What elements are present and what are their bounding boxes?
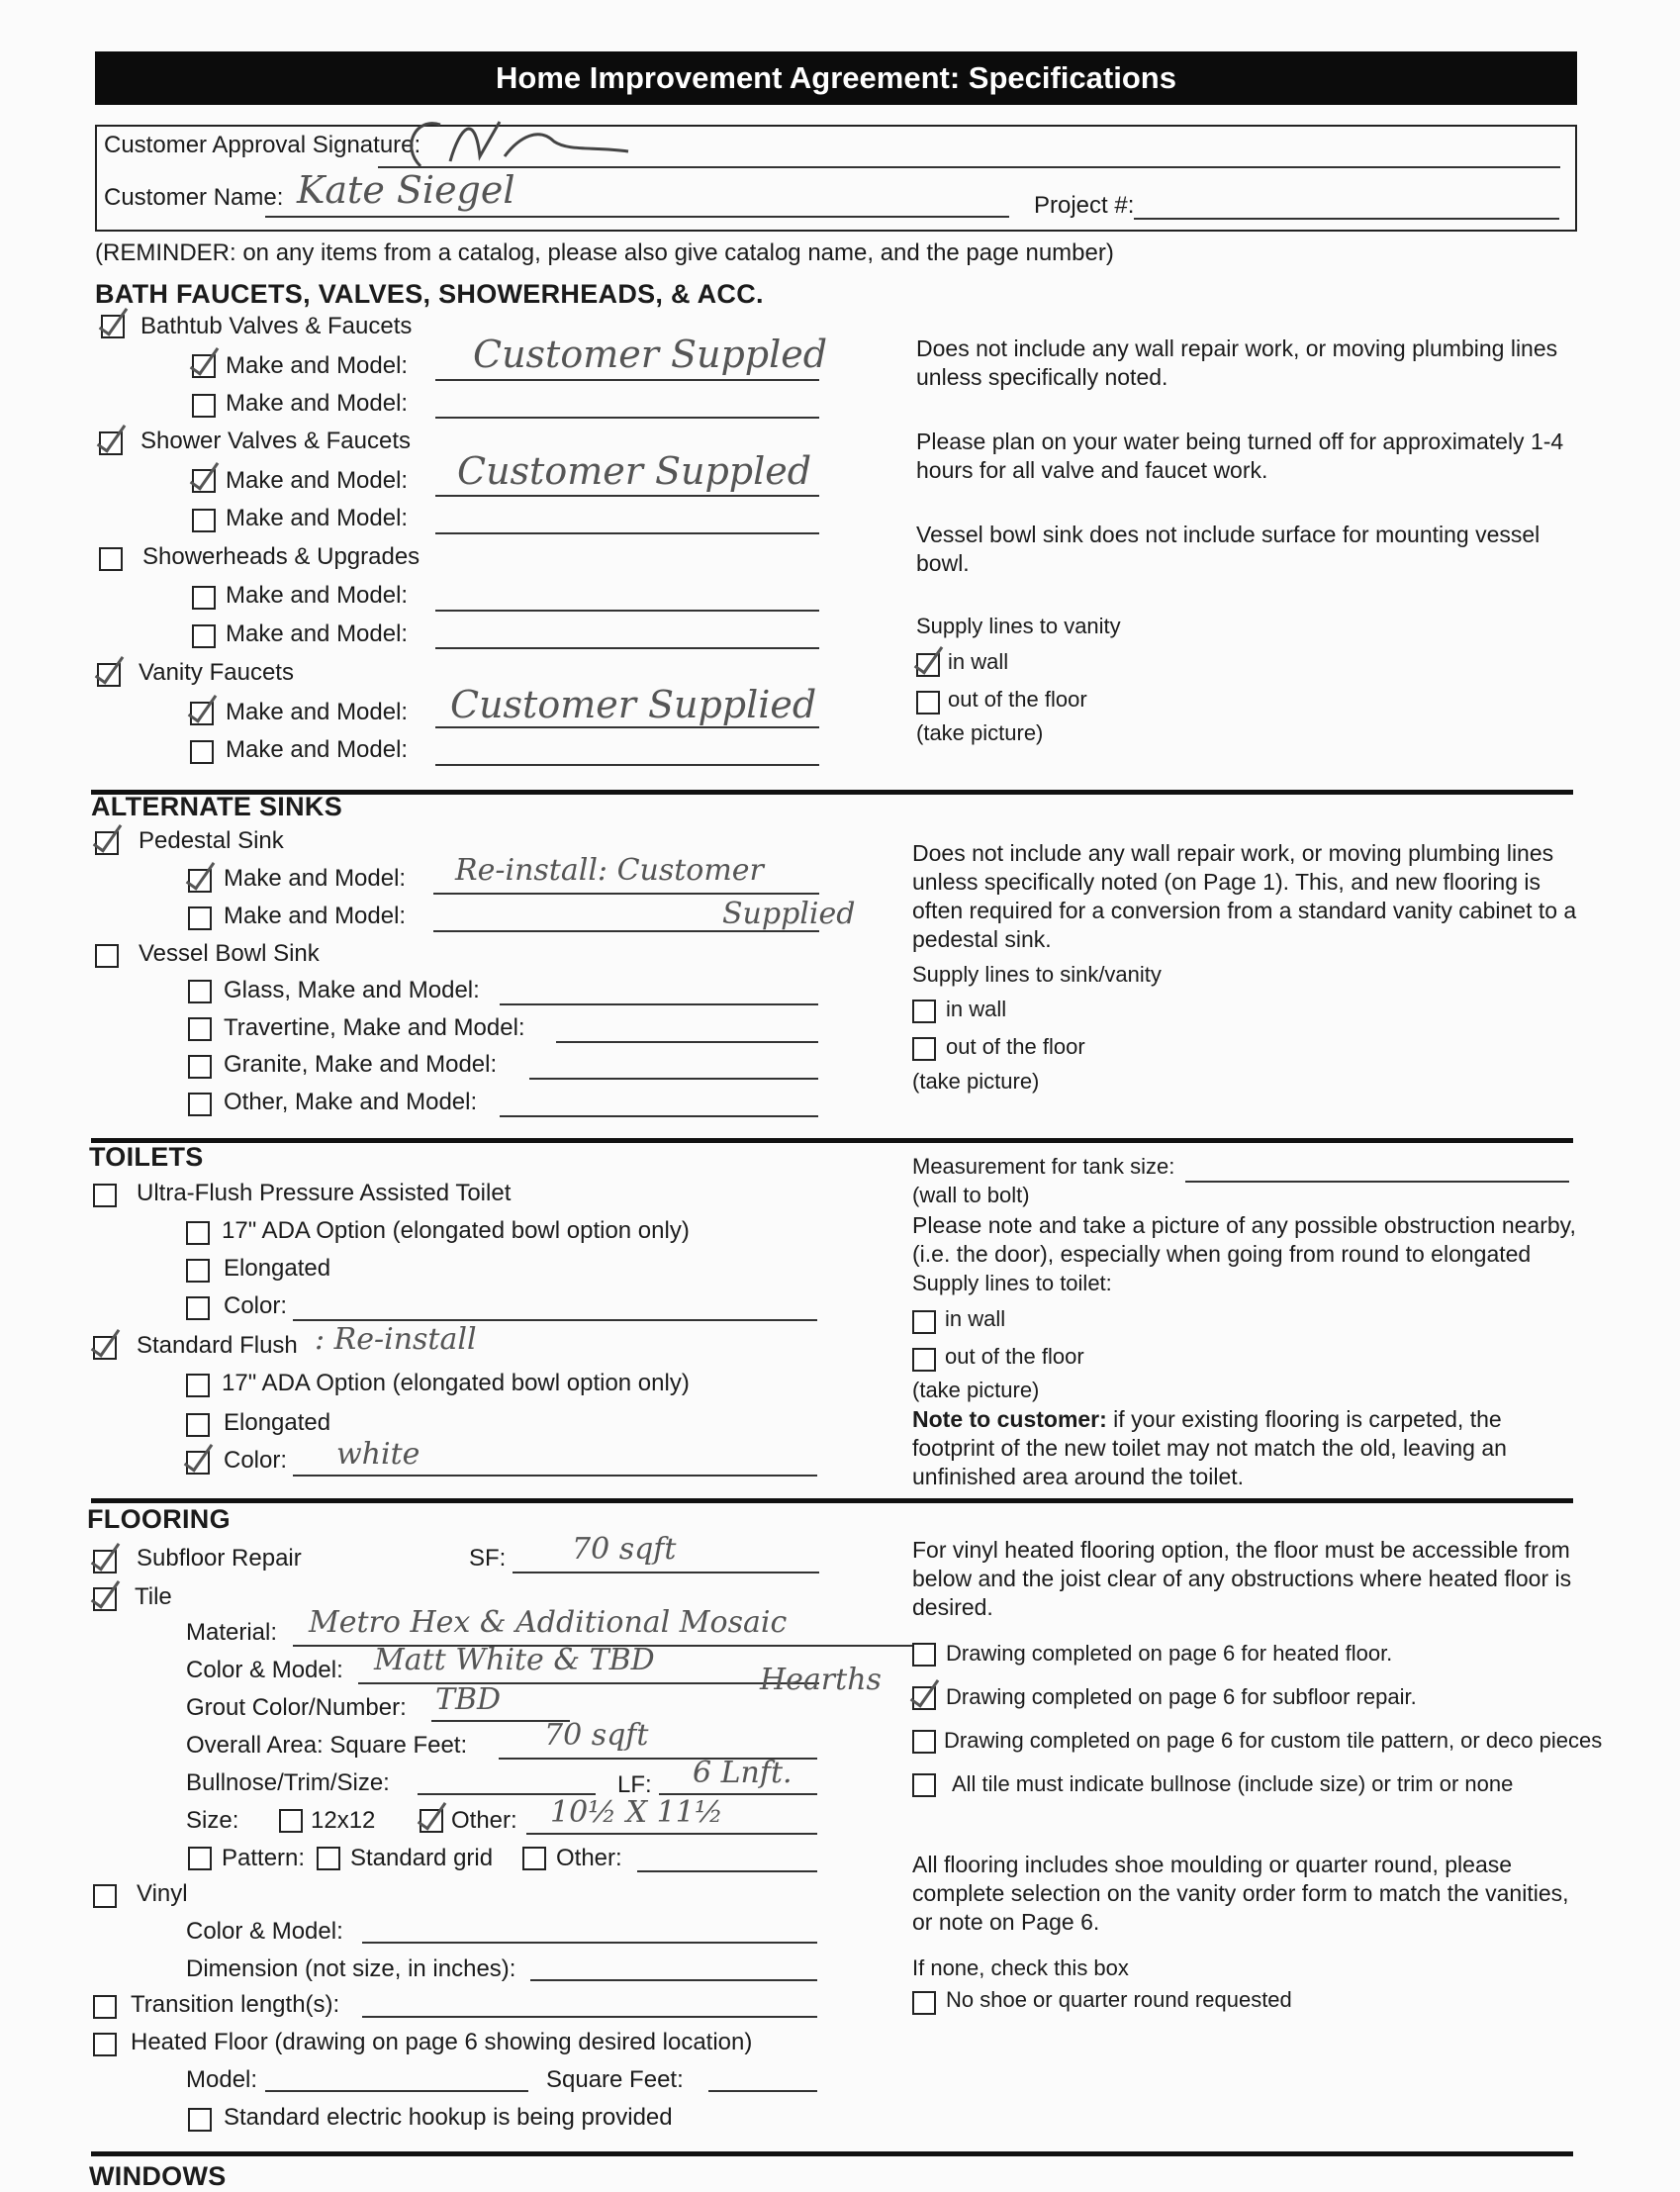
signature-scribble bbox=[381, 107, 638, 176]
out-floor-label: out of the floor bbox=[946, 1034, 1085, 1059]
toilet-supply-label: Supply lines to toilet: bbox=[912, 1271, 1112, 1295]
draw-subfloor-checkbox[interactable] bbox=[912, 1686, 936, 1710]
no-shoe-label: No shoe or quarter round requested bbox=[946, 1987, 1292, 2012]
bath-note-3: Vessel bowl sink does not include surface for mounting vessel bowl. bbox=[916, 522, 1540, 576]
pedestal-model2-checkbox[interactable] bbox=[188, 906, 212, 930]
page-title: Home Improvement Agreement: Specifications bbox=[95, 51, 1577, 105]
transition-label: Transition length(s): bbox=[131, 1991, 340, 2018]
vanity-model2-line[interactable] bbox=[435, 764, 819, 766]
make-model-label: Make and Model: bbox=[226, 582, 409, 609]
showerheads-model2-checkbox[interactable] bbox=[192, 624, 216, 648]
shower-model1-line[interactable] bbox=[435, 495, 819, 497]
draw-subfloor-label: Drawing completed on page 6 for subfloor repair. bbox=[946, 1684, 1417, 1709]
in-wall-label: in wall bbox=[945, 1306, 1006, 1331]
material-label: Material: bbox=[186, 1619, 278, 1646]
flooring-heading: FLOORING bbox=[87, 1504, 231, 1534]
bathtub-model1-value: Customer Suppled bbox=[473, 333, 828, 376]
vinyl-color-label: Color & Model: bbox=[186, 1918, 343, 1945]
size-other-checkbox[interactable] bbox=[420, 1809, 443, 1833]
measurement-label: Measurement for tank size: bbox=[912, 1154, 1175, 1179]
vanity-faucets-label: Vanity Faucets bbox=[139, 659, 294, 686]
ultra-color-line[interactable] bbox=[293, 1319, 817, 1321]
ultra-flush-label: Ultra-Flush Pressure Assisted Toilet bbox=[137, 1180, 512, 1206]
in-wall-label: in wall bbox=[946, 997, 1007, 1021]
vessel-checkbox[interactable] bbox=[95, 944, 119, 968]
out-floor-label: out of the floor bbox=[945, 1344, 1084, 1369]
other-sink-checkbox[interactable] bbox=[188, 1093, 212, 1116]
out-floor-label: out of the floor bbox=[948, 687, 1087, 712]
bullnose-label: Bullnose/Trim/Size: bbox=[186, 1769, 390, 1796]
granite-label: Granite, Make and Model: bbox=[224, 1051, 498, 1078]
pedestal-model-value-cont: Supplied bbox=[722, 897, 856, 931]
toilet-supply-out-floor-checkbox[interactable] bbox=[912, 1348, 936, 1372]
vinyl-color-line[interactable] bbox=[362, 1942, 817, 1944]
bathtub-model2-checkbox[interactable] bbox=[192, 394, 216, 418]
pattern-label: Pattern: bbox=[222, 1845, 306, 1871]
standard-flush-checkbox[interactable] bbox=[93, 1336, 117, 1360]
model-line[interactable] bbox=[265, 2090, 528, 2092]
pedestal-model-value: Re-install: Customer bbox=[455, 853, 764, 888]
travertine-label: Travertine, Make and Model: bbox=[224, 1014, 525, 1041]
sf-label: SF: bbox=[469, 1545, 507, 1572]
bath-heading: BATH FAUCETS, VALVES, SHOWERHEADS, & ACC. bbox=[95, 279, 764, 309]
elongated-label: Elongated bbox=[224, 1255, 331, 1282]
draw-heated-label: Drawing completed on page 6 for heated floor. bbox=[946, 1641, 1393, 1666]
standard-grid-checkbox[interactable] bbox=[317, 1847, 340, 1870]
ada-label: 17" ADA Option (elongated bowl option only) bbox=[222, 1370, 690, 1396]
grout-value: TBD bbox=[435, 1682, 502, 1717]
granite-line[interactable] bbox=[529, 1078, 818, 1080]
area-label: Overall Area: Square Feet: bbox=[186, 1732, 468, 1759]
standard-flush-label: Standard Flush bbox=[137, 1332, 298, 1359]
tile-label: Tile bbox=[135, 1583, 172, 1610]
project-label: Project #: bbox=[1034, 192, 1135, 219]
take-picture-label: (take picture) bbox=[912, 1069, 1040, 1094]
size-12x12-checkbox[interactable] bbox=[279, 1809, 303, 1833]
showerheads-label: Showerheads & Upgrades bbox=[142, 543, 420, 570]
bathtub-label: Bathtub Valves & Faucets bbox=[140, 313, 413, 339]
project-number-line[interactable] bbox=[1134, 218, 1559, 220]
section-divider bbox=[91, 2151, 1573, 2156]
glass-line[interactable] bbox=[500, 1003, 818, 1005]
standard-ada-checkbox[interactable] bbox=[186, 1374, 210, 1397]
color-model-value: Matt White & TBD bbox=[374, 1643, 655, 1677]
note-to-customer bbox=[912, 1405, 1577, 1491]
glass-label: Glass, Make and Model: bbox=[224, 977, 480, 1003]
make-model-label: Make and Model: bbox=[226, 467, 409, 494]
shower-label: Shower Valves & Faucets bbox=[140, 428, 412, 454]
subfloor-checkbox[interactable] bbox=[93, 1550, 117, 1573]
bathtub-checkbox[interactable] bbox=[101, 315, 125, 338]
lf-value: 6 Lnft. bbox=[693, 1756, 793, 1790]
sink-supply-label: Supply lines to sink/vanity bbox=[912, 962, 1162, 987]
draw-custom-label: Drawing completed on page 6 for custom tile pattern, or deco pieces bbox=[944, 1728, 1603, 1753]
pedestal-model1-checkbox[interactable] bbox=[188, 869, 212, 893]
toilet-supply-in-wall-checkbox[interactable] bbox=[912, 1310, 936, 1334]
ultra-flush-checkbox[interactable] bbox=[93, 1184, 117, 1207]
make-model-label: Make and Model: bbox=[224, 865, 407, 892]
pedestal-checkbox[interactable] bbox=[95, 831, 119, 855]
glass-checkbox[interactable] bbox=[188, 980, 212, 1003]
make-model-label: Make and Model: bbox=[226, 352, 409, 379]
bath-note-1: Does not include any wall repair work, or moving plumbing lines unless specifically noted. bbox=[916, 335, 1558, 390]
material-value-cont: Hearths bbox=[760, 1663, 882, 1697]
in-wall-label: in wall bbox=[948, 649, 1009, 674]
pattern-checkbox[interactable] bbox=[188, 1847, 212, 1870]
heated-note: For vinyl heated flooring option, the floor must be accessible from below and the joist clear of any obstructions where heated floor is desired. bbox=[912, 1537, 1572, 1620]
customer-name-label: Customer Name: bbox=[104, 184, 284, 211]
electric-label: Standard electric hookup is being provided bbox=[224, 2104, 673, 2131]
standard-color-value: white bbox=[336, 1437, 420, 1472]
granite-checkbox[interactable] bbox=[188, 1055, 212, 1079]
section-divider bbox=[91, 1498, 1573, 1503]
make-model-label: Make and Model: bbox=[226, 736, 409, 763]
ada-label: 17" ADA Option (elongated bowl option only) bbox=[222, 1217, 690, 1244]
customer-name-value: Kate Siegel bbox=[297, 168, 515, 212]
shoe-note: All flooring includes shoe moulding or quarter round, please complete selection on the vanity order form to match the vanities, or note on Page 6. bbox=[912, 1852, 1569, 1935]
bathtub-model1-line[interactable] bbox=[435, 379, 819, 381]
heated-floor-checkbox[interactable] bbox=[93, 2033, 117, 2056]
bath-note-2: Please plan on your water being turned off for approximately 1-4 hours for all valve and faucet work. bbox=[916, 429, 1564, 483]
sinks-note: Does not include any wall repair work, or moving plumbing lines unless specifically noted (on Page 1). This, and new flooring is often required for a conversion from a standard vanity cabinet to a pedestal sink. bbox=[912, 840, 1577, 952]
pattern-other-label: Other: bbox=[556, 1845, 622, 1871]
draw-heated-checkbox[interactable] bbox=[912, 1643, 936, 1667]
bathtub-model2-line[interactable] bbox=[435, 417, 819, 419]
draw-custom-checkbox[interactable] bbox=[912, 1730, 936, 1754]
standard-color-line[interactable] bbox=[293, 1475, 817, 1477]
bullnose-note-label: All tile must indicate bullnose (include size) or trim or none bbox=[952, 1771, 1514, 1796]
size-other-value: 10½ X 11½ bbox=[550, 1795, 723, 1830]
area-value: 70 sqft bbox=[544, 1718, 649, 1753]
make-model-label: Make and Model: bbox=[226, 620, 409, 647]
shower-model1-value: Customer Suppled bbox=[457, 449, 812, 493]
vanity-faucets-checkbox[interactable] bbox=[97, 663, 121, 687]
pedestal-label: Pedestal Sink bbox=[139, 827, 284, 854]
color-label: Color: bbox=[224, 1447, 288, 1474]
note-to-customer-bold: Note to customer: bbox=[912, 1406, 1107, 1432]
size-other-line[interactable] bbox=[526, 1833, 817, 1835]
standard-color-checkbox[interactable] bbox=[186, 1451, 210, 1475]
no-shoe-checkbox[interactable] bbox=[912, 1991, 936, 2015]
pedestal-model1-line[interactable] bbox=[433, 893, 819, 895]
shower-checkbox[interactable] bbox=[99, 431, 123, 455]
showerheads-model2-line[interactable] bbox=[435, 647, 819, 649]
if-none-label: If none, check this box bbox=[912, 1955, 1129, 1980]
vanity-model1-line[interactable] bbox=[435, 726, 819, 728]
shower-model2-checkbox[interactable] bbox=[192, 509, 216, 532]
model-label: Model: bbox=[186, 2066, 258, 2093]
showerheads-checkbox[interactable] bbox=[99, 547, 123, 571]
sinks-heading: ALTERNATE SINKS bbox=[91, 792, 342, 821]
color-model-label: Color & Model: bbox=[186, 1657, 343, 1683]
electric-checkbox[interactable] bbox=[188, 2108, 212, 2132]
make-model-label: Make and Model: bbox=[226, 699, 409, 725]
travertine-checkbox[interactable] bbox=[188, 1017, 212, 1041]
showerheads-model1-checkbox[interactable] bbox=[192, 586, 216, 610]
make-model-label: Make and Model: bbox=[226, 505, 409, 531]
bullnose-note-checkbox[interactable] bbox=[912, 1773, 936, 1797]
travertine-line[interactable] bbox=[556, 1041, 818, 1043]
sink-supply-out-floor-checkbox[interactable] bbox=[912, 1037, 936, 1061]
dimension-line[interactable] bbox=[530, 1979, 817, 1981]
heated-floor-label: Heated Floor (drawing on page 6 showing desired location) bbox=[131, 2029, 753, 2055]
bathtub-model1-checkbox[interactable] bbox=[192, 354, 216, 378]
wall-bolt-label: (wall to bolt) bbox=[912, 1183, 1030, 1207]
vanity-model1-value: Customer Supplied bbox=[450, 683, 817, 726]
size-other-label: Other: bbox=[451, 1807, 517, 1834]
shower-model1-checkbox[interactable] bbox=[192, 469, 216, 493]
vanity-supply-label: Supply lines to vanity bbox=[916, 614, 1121, 638]
dimension-label: Dimension (not size, in inches): bbox=[186, 1955, 516, 1982]
standard-grid-label: Standard grid bbox=[350, 1845, 494, 1871]
ultra-ada-checkbox[interactable] bbox=[186, 1221, 210, 1245]
note-to-customer-text: if your existing flooring is carpeted, the footprint of the new toilet may not match the old, leaving an unfinished area around the toilet. bbox=[912, 1406, 1507, 1489]
color-label: Color: bbox=[224, 1292, 288, 1319]
showerheads-model1-line[interactable] bbox=[435, 610, 819, 612]
vinyl-checkbox[interactable] bbox=[93, 1884, 117, 1908]
other-sink-line[interactable] bbox=[500, 1115, 818, 1117]
pattern-other-line[interactable] bbox=[637, 1870, 817, 1872]
size-12x12-label: 12x12 bbox=[311, 1807, 376, 1834]
toilet-note: Please note and take a picture of any possible obstruction nearby, (i.e. the door), especially when going from round to elongated bbox=[912, 1212, 1576, 1267]
section-divider bbox=[91, 1138, 1573, 1143]
toilets-heading: TOILETS bbox=[89, 1142, 204, 1172]
vanity-supply-in-wall-checkbox[interactable] bbox=[916, 653, 940, 677]
reminder-text: (REMINDER: on any items from a catalog, please also give catalog name, and the page number) bbox=[95, 239, 1114, 266]
signature-label: Customer Approval Signature: bbox=[104, 132, 421, 158]
square-feet-label: Square Feet: bbox=[546, 2066, 684, 2093]
vanity-model1-checkbox[interactable] bbox=[190, 702, 214, 725]
square-feet-line[interactable] bbox=[708, 2090, 817, 2092]
windows-heading: WINDOWS bbox=[89, 2161, 227, 2191]
color-model-line[interactable] bbox=[358, 1682, 819, 1684]
customer-name-line[interactable] bbox=[265, 216, 1009, 218]
size-label: Size: bbox=[186, 1807, 239, 1834]
vessel-label: Vessel Bowl Sink bbox=[139, 940, 320, 967]
take-picture-label: (take picture) bbox=[916, 720, 1044, 745]
standard-elongated-checkbox[interactable] bbox=[186, 1413, 210, 1437]
sink-supply-in-wall-checkbox[interactable] bbox=[912, 1000, 936, 1023]
tile-checkbox[interactable] bbox=[93, 1587, 117, 1611]
vanity-model2-checkbox[interactable] bbox=[190, 740, 214, 764]
elongated-label: Elongated bbox=[224, 1409, 331, 1436]
standard-flush-value: : Re-install bbox=[315, 1322, 477, 1357]
ultra-elongated-checkbox[interactable] bbox=[186, 1259, 210, 1283]
vinyl-label: Vinyl bbox=[137, 1880, 188, 1907]
sf-value: 70 sqft bbox=[572, 1532, 677, 1567]
pattern-other-checkbox[interactable] bbox=[522, 1847, 546, 1870]
sf-line[interactable] bbox=[513, 1572, 819, 1573]
subfloor-label: Subfloor Repair bbox=[137, 1545, 302, 1572]
vanity-supply-out-floor-checkbox[interactable] bbox=[916, 691, 940, 715]
material-value: Metro Hex & Additional Mosaic bbox=[309, 1605, 788, 1640]
grout-label: Grout Color/Number: bbox=[186, 1694, 407, 1721]
transition-checkbox[interactable] bbox=[93, 1995, 117, 2019]
take-picture-label: (take picture) bbox=[912, 1378, 1040, 1402]
measurement-line[interactable] bbox=[1185, 1181, 1569, 1183]
ultra-color-checkbox[interactable] bbox=[186, 1296, 210, 1320]
lf-label: LF: bbox=[617, 1771, 652, 1798]
other-sink-label: Other, Make and Model: bbox=[224, 1089, 478, 1115]
make-model-label: Make and Model: bbox=[224, 903, 407, 929]
transition-line[interactable] bbox=[362, 2016, 817, 2018]
shower-model2-line[interactable] bbox=[435, 532, 819, 534]
make-model-label: Make and Model: bbox=[226, 390, 409, 417]
